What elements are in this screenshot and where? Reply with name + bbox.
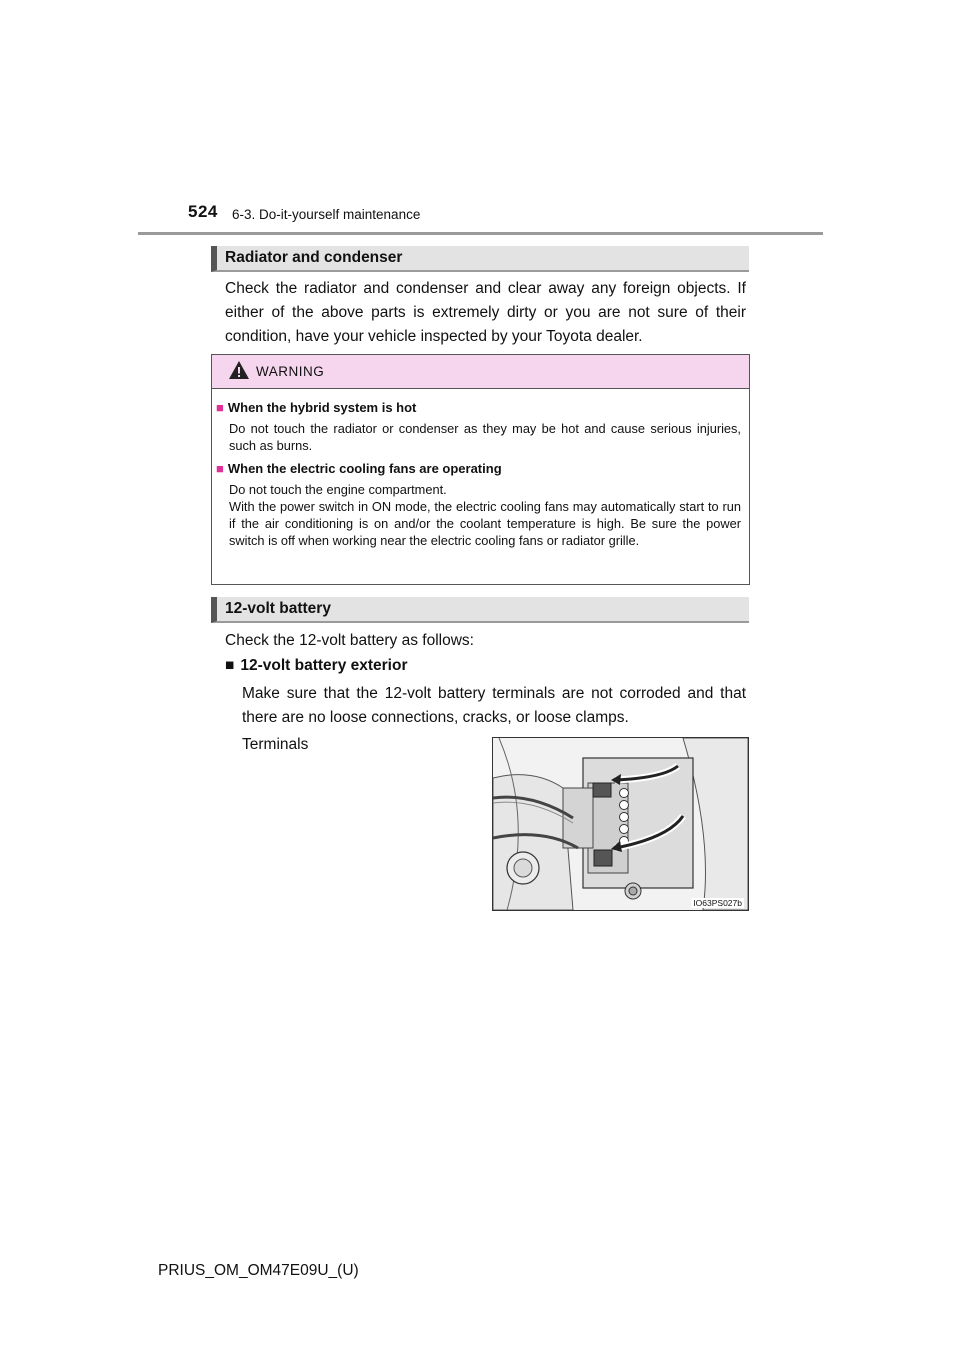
- page-number: 524: [188, 202, 218, 221]
- chapter-title: 6-3. Do-it-yourself maintenance: [232, 207, 421, 222]
- figure-callout-label: Terminals: [242, 736, 309, 753]
- header-divider: [138, 232, 823, 235]
- warning-triangle-icon: [228, 360, 250, 380]
- battery-exterior-text: Make sure that the 12-volt battery terminals are not corroded and that there are no loose connections, cracks, or loose clamps.: [242, 685, 746, 726]
- bullet-square-icon: ■: [225, 657, 235, 674]
- bullet-heading: ■ 12-volt battery exterior: [225, 657, 408, 674]
- section-title: 12-volt battery: [225, 600, 331, 617]
- bullet-square-icon: ■: [216, 400, 224, 415]
- battery-figure: [492, 737, 749, 911]
- warning-item-text: Do not touch the engine compartment.: [229, 482, 447, 497]
- section-heading-battery: [211, 597, 749, 623]
- battery-intro: Check the 12-volt battery as follows:: [225, 632, 474, 649]
- bullet-square-icon: ■: [216, 461, 224, 476]
- warning-item-title: ■ When the electric cooling fans are operating: [216, 461, 502, 476]
- warning-box: [211, 354, 750, 585]
- figure-code: IO63PS027b: [693, 898, 742, 908]
- warning-header: [212, 355, 749, 389]
- warning-label: WARNING: [256, 364, 325, 379]
- section-title: Radiator and condenser: [225, 249, 403, 266]
- document-id: PRIUS_OM_OM47E09U_(U): [158, 1262, 359, 1279]
- battery-illustration: [493, 738, 748, 910]
- warning-item-text: Do not touch the radiator or condenser as they may be hot and cause serious injuries, such as burns.: [229, 421, 741, 453]
- warning-item-text: With the power switch in ON mode, the electric cooling fans may automatically start to run if the air conditioning is on and/or the coolant temperature is high. Be sure the power switch is off when working near the electric cooling fans or radiator grille.: [229, 499, 741, 548]
- section-heading-radiator: [211, 246, 749, 272]
- paragraph-text: Check the radiator and condenser and clear away any foreign objects. If either of the above parts is extremely dirty or you are not sure of their condition, have your vehicle inspected by your Toyota dealer.: [225, 280, 746, 345]
- warning-item-title: ■ When the hybrid system is hot: [216, 400, 417, 415]
- radiator-paragraph: [225, 277, 746, 349]
